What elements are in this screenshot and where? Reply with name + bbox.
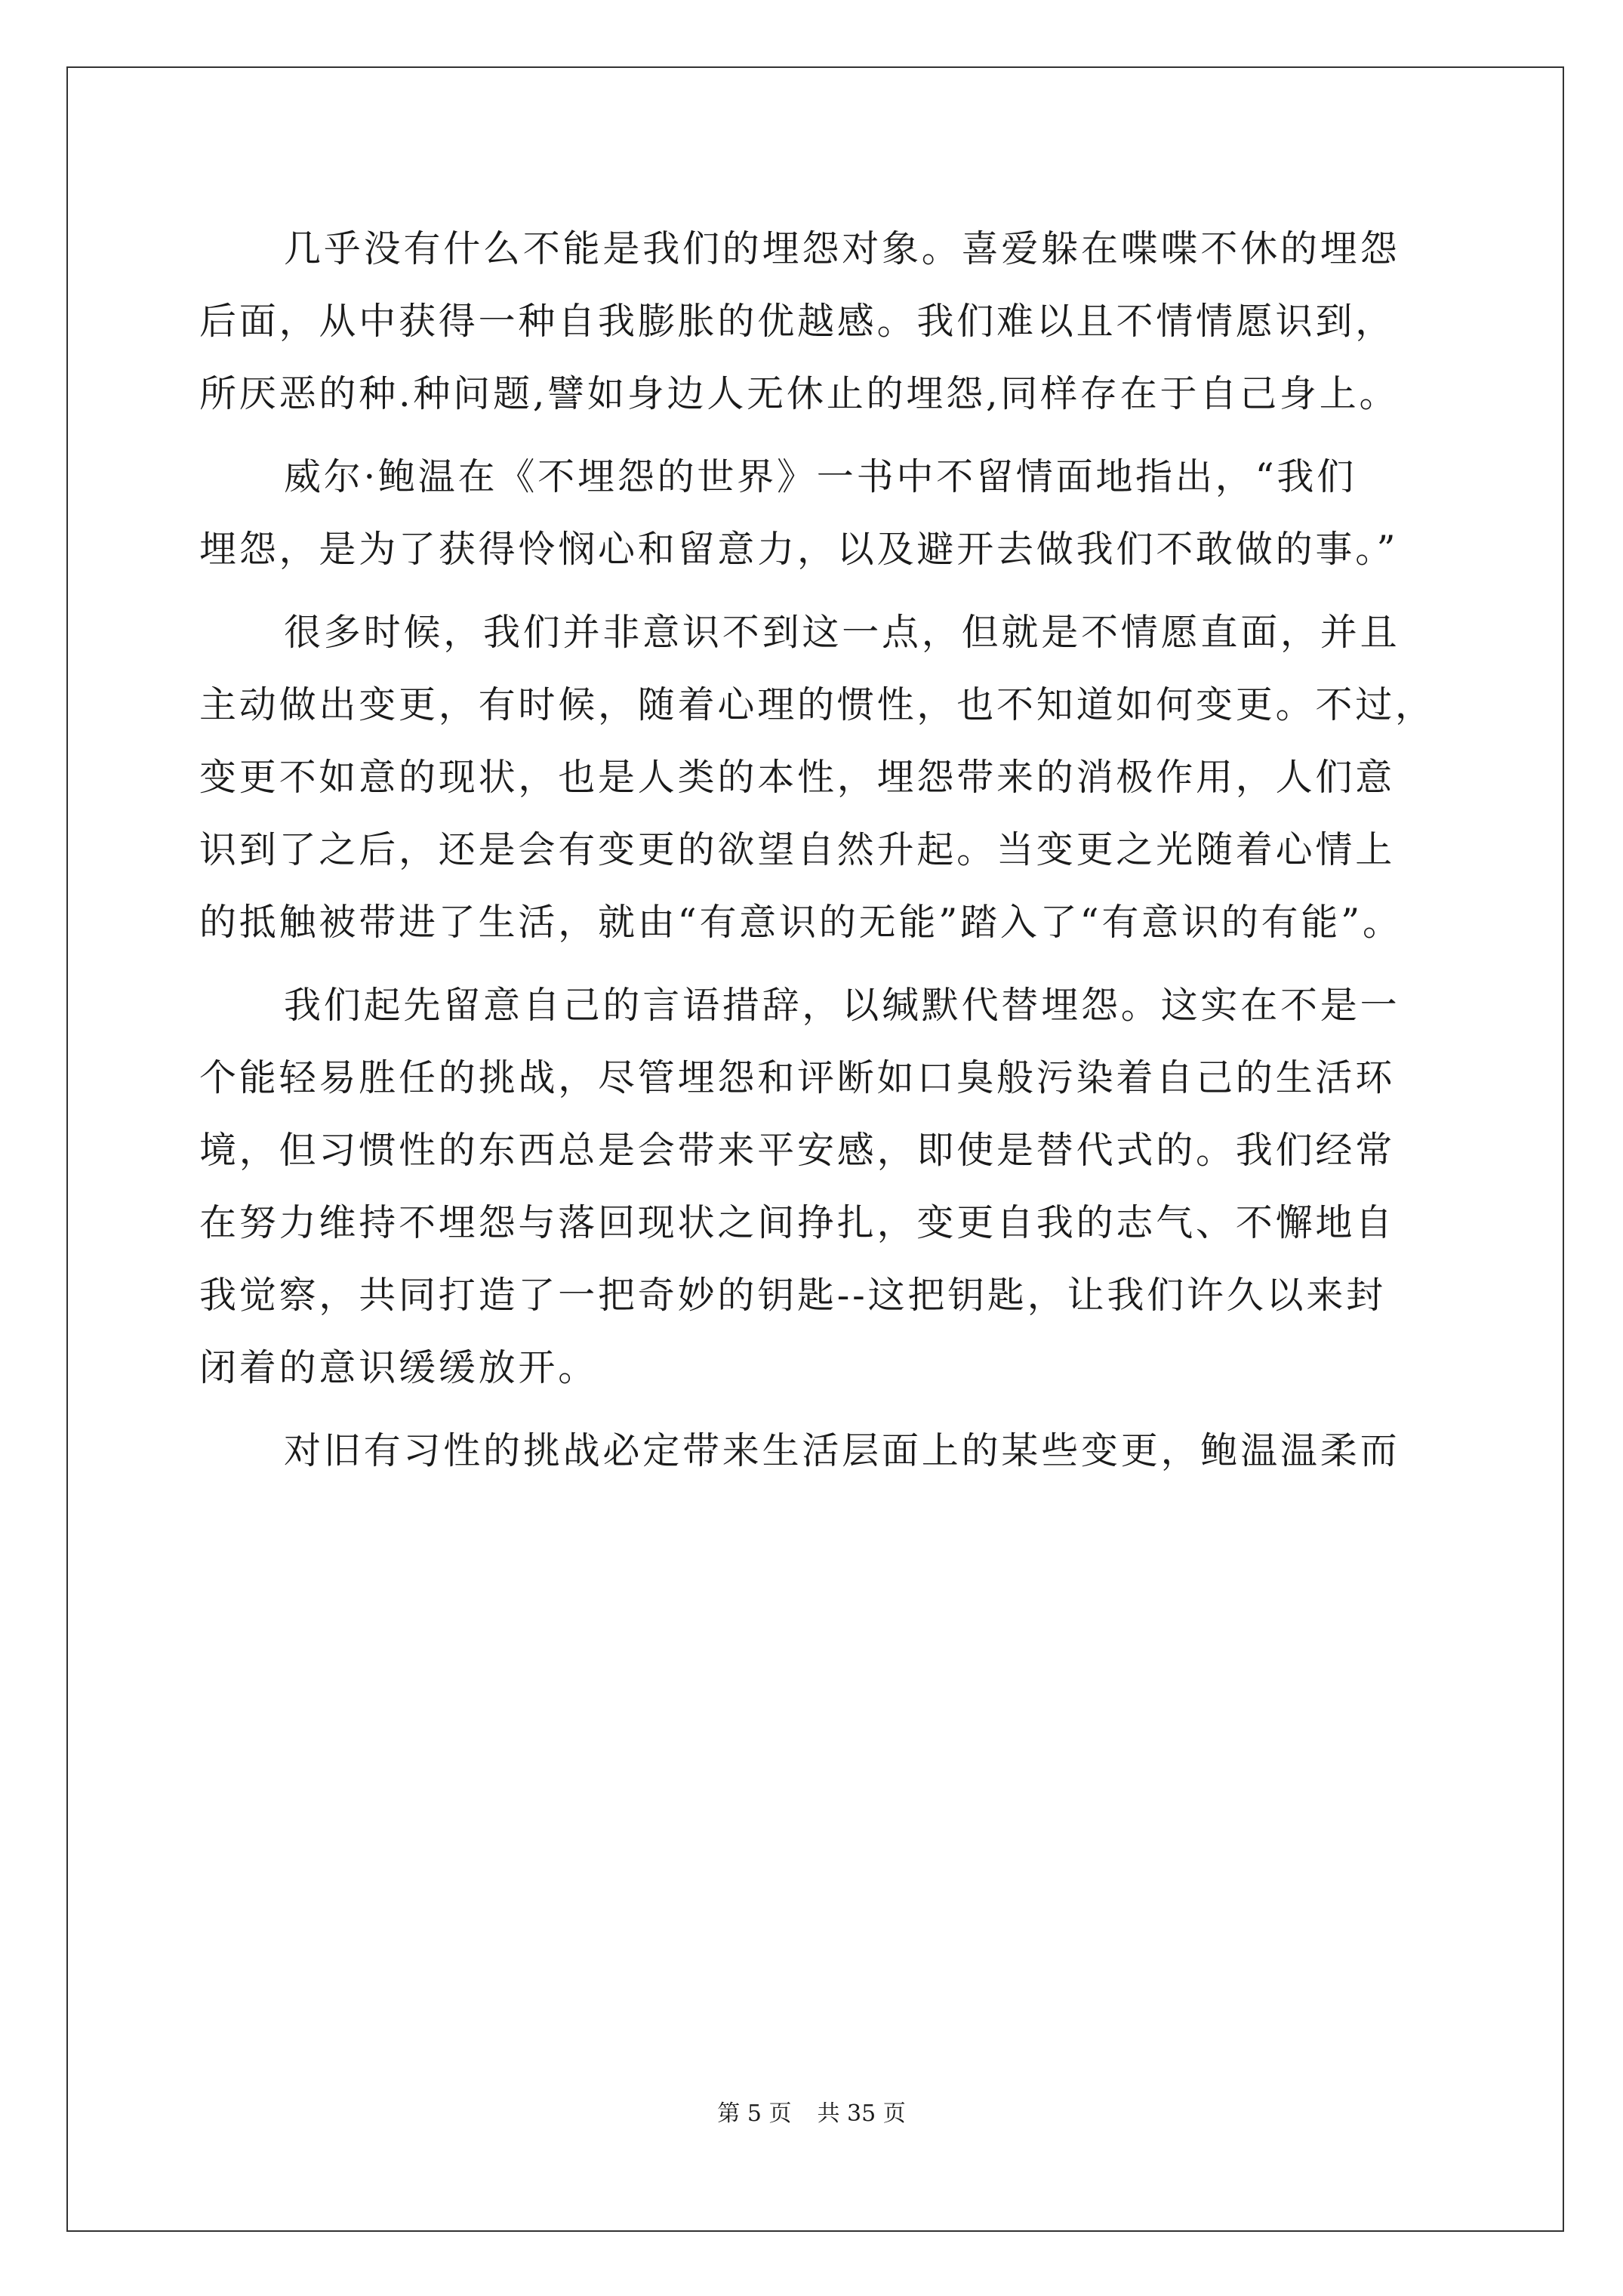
paragraph-line: 所厌恶的种.种问题,譬如身边人无休止的埋怨,同样存在于自己身上。	[199, 372, 1400, 415]
paragraph-line: 对旧有习性的挑战必定带来生活层面上的某些变更，鲍温温柔而	[284, 1429, 1400, 1472]
page-number: 第 5 页	[717, 2100, 792, 2127]
paragraph-line: 我觉察，共同打造了一把奇妙的钥匙--这把钥匙，让我们许久以来封	[199, 1274, 1386, 1317]
paragraph-line: 个能轻易胜任的挑战，尽管埋怨和评断如口臭般污染着自己的生活环	[199, 1056, 1396, 1099]
paragraph-line: 闭着的意识缓缓放开。	[199, 1346, 599, 1389]
paragraph-line: 识到了之后，还是会有变更的欲望自然升起。当变更之光随着心情上	[199, 828, 1396, 871]
paragraph-line: 的抵触被带进了生活，就由“有意识的无能”踏入了“有意识的有能”。	[199, 901, 1403, 944]
paragraph-line: 后面，从中获得一种自我膨胀的优越感。我们难以且不情情愿识到，	[199, 300, 1396, 343]
paragraph-line: 埋怨，是为了获得怜悯心和留意力，以及避开去做我们不敢做的事。”	[199, 528, 1399, 571]
paragraph-line: 主动做出变更，有时候，随着心理的惯性，也不知道如何变更。不过，	[199, 683, 1435, 726]
page-total: 共 35 页	[817, 2100, 906, 2127]
paragraph-line: 境，但习惯性的东西总是会带来平安感，即使是替代式的。我们经常	[199, 1129, 1396, 1172]
paragraph-line: 我们起先留意自己的言语措辞，以缄默代替埋怨。这实在不是一	[284, 984, 1400, 1027]
paragraph-line: 变更不如意的现状，也是人类的本性，埋怨带来的消极作用，人们意	[199, 756, 1396, 799]
paragraph-line: 在努力维持不埋怨与落回现状之间挣扎，变更自我的志气、不懈地自	[199, 1201, 1396, 1244]
paragraph-line: 很多时候，我们并非意识不到这一点，但就是不情愿直面，并且	[284, 611, 1400, 654]
paragraph-line: 几乎没有什么不能是我们的埋怨对象。喜爱躲在喋喋不休的埋怨	[284, 227, 1400, 270]
paragraph-line: 威尔·鲍温在《不埋怨的世界》一书中不留情面地指出，“我们	[284, 455, 1357, 498]
page-footer	[0, 2099, 1623, 2129]
